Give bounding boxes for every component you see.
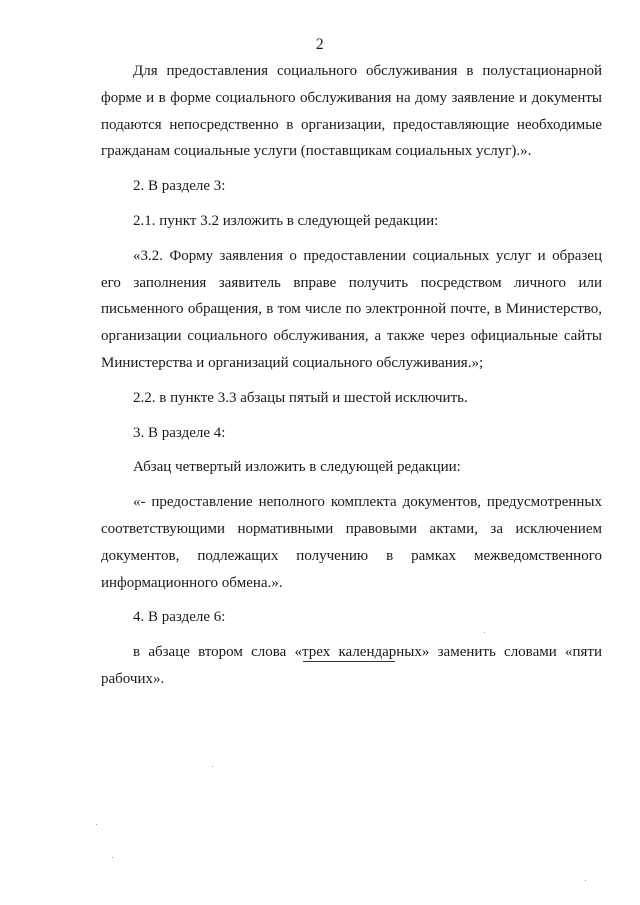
scan-speck — [112, 857, 113, 858]
scan-speck — [212, 766, 213, 767]
scan-speck — [585, 880, 586, 881]
paragraph-section-4-text: «- предоставление неполного комплекта документов, предусмотренных соответствующими нормативными правовыми актами, за исключением документов, подлежащих получению в рамках межведомственного информационного обмена.». — [101, 494, 602, 591]
page-number: 2 — [315, 36, 325, 53]
paragraph-clause-3-2-text: «3.2. Форму заявления о предоставлении социальных услуг и образец его заполнения заявитель вправе получить посредством личного или письменного обращения, в том числе по электронной почте, в Министерство, организации социального обслуживания, а также через официальные сайты Министерства и организаций социального обслуживания.»; — [101, 247, 602, 371]
scan-speck — [96, 824, 97, 825]
document-body — [101, 58, 602, 701]
paragraph-section-6-heading: 4. В разделе 6: — [133, 609, 226, 626]
paragraph-item-2-2: 2.2. в пункте 3.3 абзацы пятый и шестой исключить. — [133, 389, 468, 406]
paragraph-section-4-heading: 3. В разделе 4: — [133, 424, 226, 441]
paragraph-submission-procedure: Для предоставления социального обслуживания в полустационарной форме и в форме социального обслуживания на дому заявление и документы подаются непосредственно в организации, предоставляющие необходимые гражданам социальные услуги (поставщикам социальных услуг).». — [101, 63, 602, 160]
paragraph-section-4-instruction: Абзац четвертый изложить в следующей редакции: — [133, 459, 461, 476]
paragraph-item-2-1: 2.1. пункт 3.2 изложить в следующей редакции: — [133, 212, 439, 229]
paragraph-section-6-text: в абзаце втором слова «трех календарных» заменить словами «пяти рабочих». — [101, 644, 602, 687]
paragraph-section-3-heading: 2. В разделе 3: — [133, 178, 226, 195]
scan-speck — [484, 632, 485, 633]
closing-rule — [303, 661, 395, 662]
